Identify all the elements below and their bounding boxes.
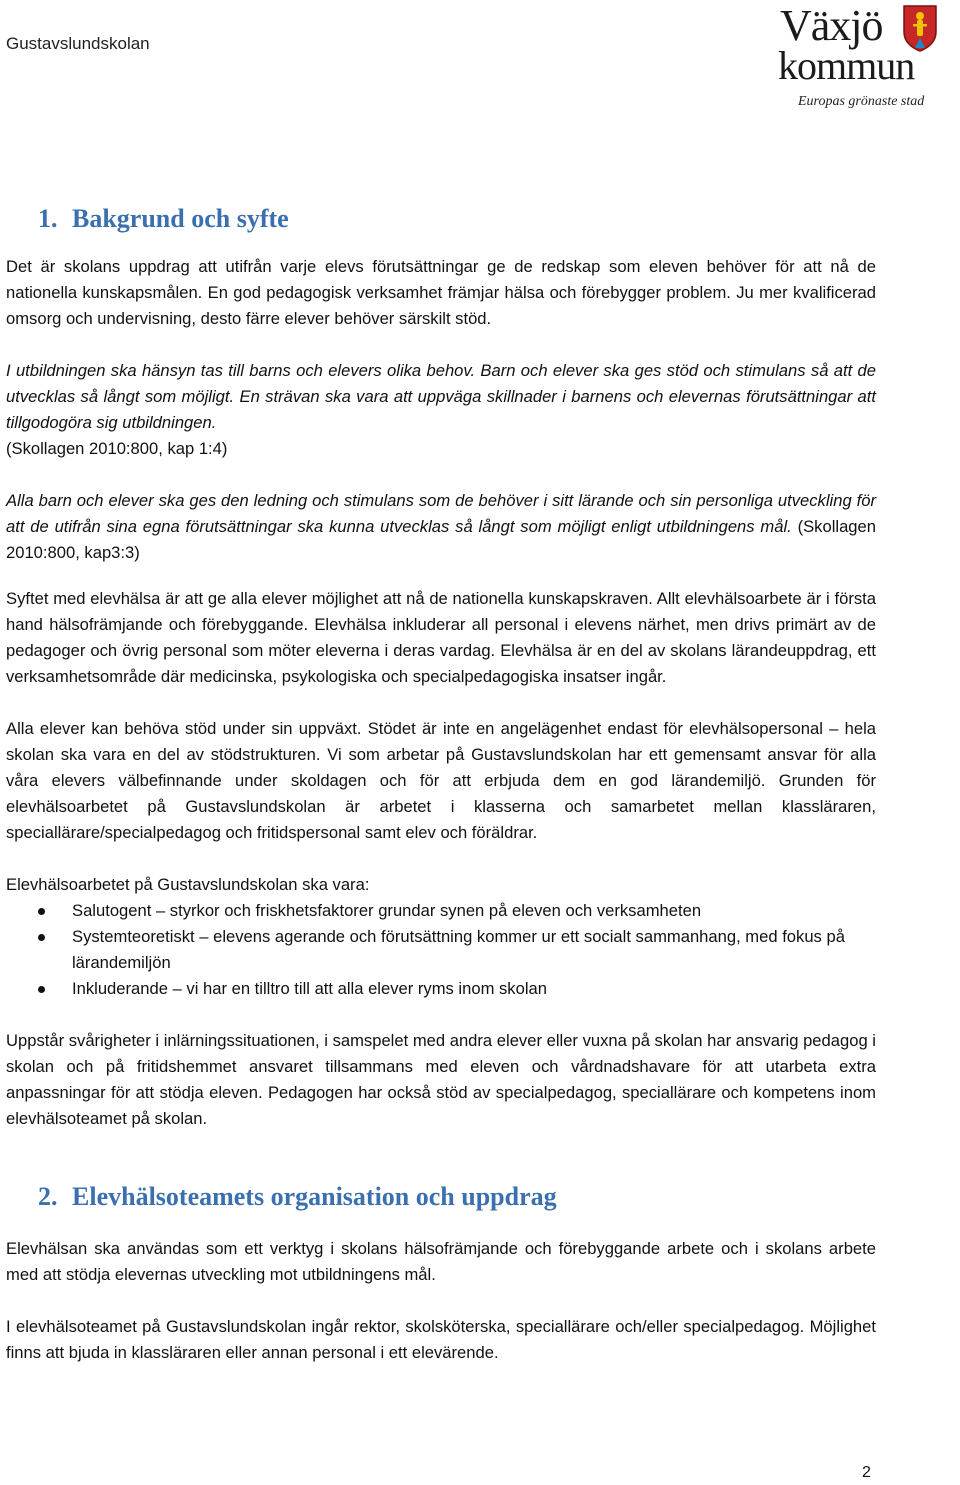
list-intro: Elevhälsoarbetet på Gustavslundskolan ska vara: [6,875,370,894]
logo-tagline: Europas grönaste stad [798,94,925,109]
coat-of-arms-icon [902,4,938,52]
logo-text-line1: Växjö [780,1,883,50]
section-1-quote-1: I utbildningen ska hänsyn tas till barns och elevers olika behov. Barn och elever ska ges stöd och stimulans så att de utvecklas så långt som möjligt. En strävan ska vara att uppväga skillnader i barnens och elevernas förutsättningar att tillgodogöra sig utbildningen. [6,361,876,432]
page-number: 2 [862,1464,871,1481]
header-school-name: Gustavslundskolan [6,34,150,53]
section-1-paragraph-4: Uppstår svårigheter i inlärningssituationen, i samspelet med andra elever eller vuxna på skolan har ansvarig pedagog i skolan och på fritidshemmet ansvaret tillsammans med eleven och vårdnadshavare för att utarbeta extra anpassningar för att stödja eleven. Pedagogen har också stöd av specialpedagog, speciallärare och kompetens inom elevhälsoteamet på skolan. [6,1031,876,1128]
section-2-paragraph-2: I elevhälsoteamet på Gustavslundskolan ingår rektor, skolsköterska, speciallärare och/eller specialpedagog. Möjlighet finns att bjuda in klassläraren eller annan personal i ett elevärende. [6,1317,876,1362]
section-2-number: 2. [38,1182,58,1211]
section-2-paragraph-1: Elevhälsan ska användas som ett verktyg i skolans hälsofrämjande och förebyggande arbete och i skolans arbete med att stödja elevernas utveckling mot utbildningens mål. [6,1239,876,1284]
vaxjo-kommun-logo [776,2,960,114]
document-content [6,202,876,1366]
section-1-number: 1. [38,204,58,233]
section-1-title: Bakgrund och syfte [72,204,289,233]
quote-2-reference: (Skollagen 2010:800, kap3:3) [6,517,876,562]
section-2-title: Elevhälsoteamets organisation och uppdrag [72,1182,557,1211]
section-1-paragraph-1: Det är skolans uppdrag att utifrån varje elevs förutsättningar ge de redskap som eleven behöver för att nå de nationella kunskapsmålen. En god pedagogisk verksamhet främjar hälsa och förebygger problem. Ju mer kvalificerad omsorg och undervisning, desto färre elever behöver särskilt stöd. [6,257,876,328]
section-1-heading [38,202,876,236]
list-item: Inkluderande – vi har en tilltro till att alla elever ryms inom skolan [6,976,876,1002]
section-2-heading [38,1180,876,1214]
section-1-paragraph-2: Syftet med elevhälsa är att ge alla elever möjlighet att nå de nationella kunskapskraven. Allt elevhälsoarbete är i första hand hälsofrämjande och förebyggande. Elevhälsa inkluderar all personal i elevens närhet, men drivs primärt av de pedagoger och övrig personal som möter eleverna i deras vardag. Elevhälsa är en del av skolans lärandeuppdrag, ett verksamhetsområde där medicinska, psykologiska och specialpedagogiska insatser ingår. [6,589,876,686]
list-item: Salutogent – styrkor och friskhetsfaktorer grundar synen på eleven och verksamheten [6,898,876,924]
quote-2-text: Alla barn och elever ska ges den ledning och stimulans som de behöver i sitt lärande och sin personliga utveckling för att de utifrån sina egna förutsättningar ska kunna utvecklas så långt som möjligt enligt utbildningens mål. [6,491,876,536]
section-1-paragraph-3: Alla elever kan behöva stöd under sin uppväxt. Stödet är inte en angelägenhet endast för elevhälsopersonal – hela skolan ska vara en del av stödstrukturen. Vi som arbetar på Gustavslundskolan har ett gemensamt ansvar för alla våra elevers välbefinnande under skoldagen och för att erbjuda dem en god lärandemiljö. Grunden för elevhälsoarbetet på Gustavslundskolan är arbetet i klasserna och samarbetet mellan klassläraren, speciallärare/specialpedagog och fritidspersonal samt elev och föräldrar. [6,719,876,842]
list-item: Systemteoretiskt – elevens agerande och förutsättning kommer ur ett socialt sammanhang, med fokus på lärandemiljön [6,924,876,976]
section-1-quote-1-reference: (Skollagen 2010:800, kap 1:4) [6,439,228,458]
logo-text-line2: kommun [778,43,915,88]
principles-list [6,898,876,1002]
section-1-quote-2 [6,488,876,566]
